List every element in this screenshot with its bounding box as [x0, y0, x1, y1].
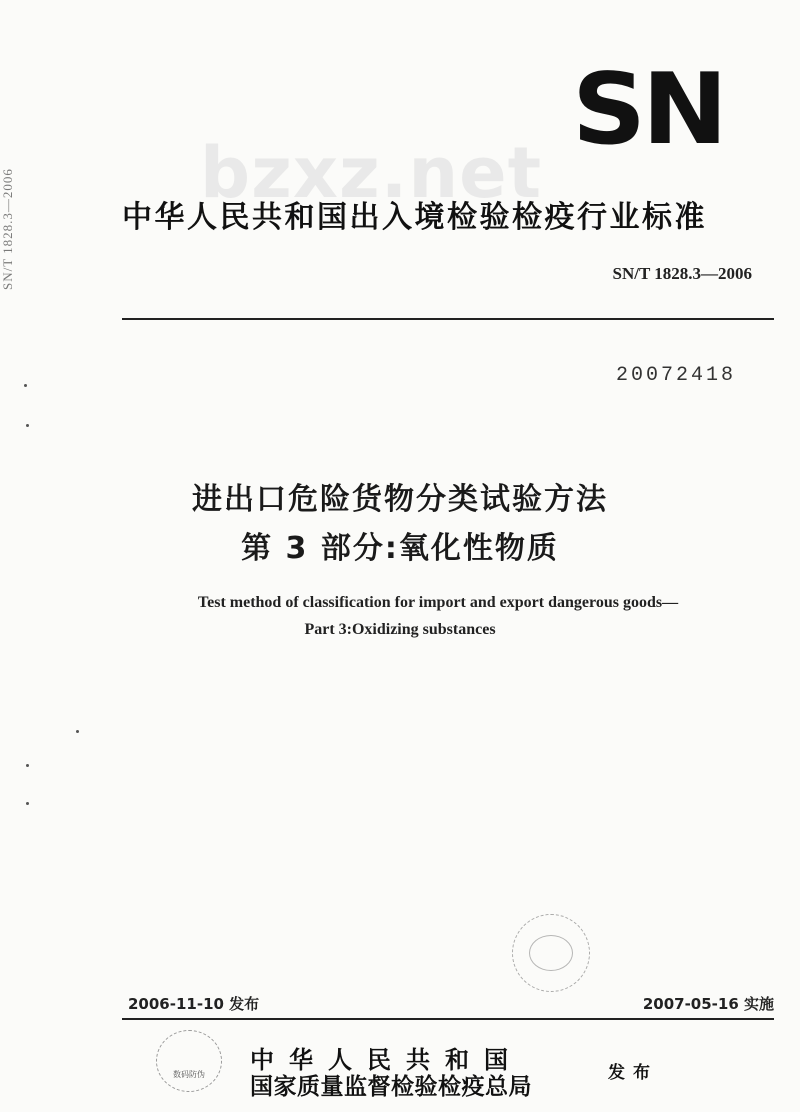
title-en-line1: Test method of classification for import and export dangerous goods— — [197, 594, 679, 611]
standard-code: SN/T 1828.3—2006 — [612, 264, 752, 283]
bottom-divider — [122, 1018, 774, 1020]
title-zh-line1: 进出口危险货物分类试验方法 — [192, 482, 608, 517]
implementation-date: 2007-05-16 实施 — [642, 995, 774, 1013]
scan-speck — [26, 802, 29, 805]
scan-speck — [76, 730, 79, 733]
publish-label: 发布 — [608, 1063, 658, 1083]
seal-stamp — [512, 914, 590, 992]
sn-logo: SN — [572, 53, 724, 167]
watermark: bzxz.net — [200, 132, 543, 214]
title-zh-line2: 第 3 部分:氧化性物质 — [241, 531, 559, 566]
stamp-label: 数码防伪 — [173, 1070, 205, 1079]
spine-code: SN/T 1828.3—2006 — [0, 168, 15, 290]
top-divider — [122, 318, 774, 320]
issuer-line2: 国家质量监督检验检疫总局 — [250, 1074, 532, 1100]
title-en-line2: Part 3:Oxidizing substances — [304, 621, 496, 638]
anti-counterfeit-stamp — [156, 1030, 222, 1092]
org-title: 中华人民共和国出入境检验检疫行业标准 — [122, 200, 707, 235]
issue-date: 2006-11-10 发布 — [128, 995, 260, 1013]
issuer-line1: 中华人民共和国 — [250, 1046, 523, 1074]
scan-speck — [24, 384, 27, 387]
scan-speck — [26, 424, 29, 427]
scan-speck — [26, 764, 29, 767]
archive-number: 20072418 — [615, 364, 736, 387]
